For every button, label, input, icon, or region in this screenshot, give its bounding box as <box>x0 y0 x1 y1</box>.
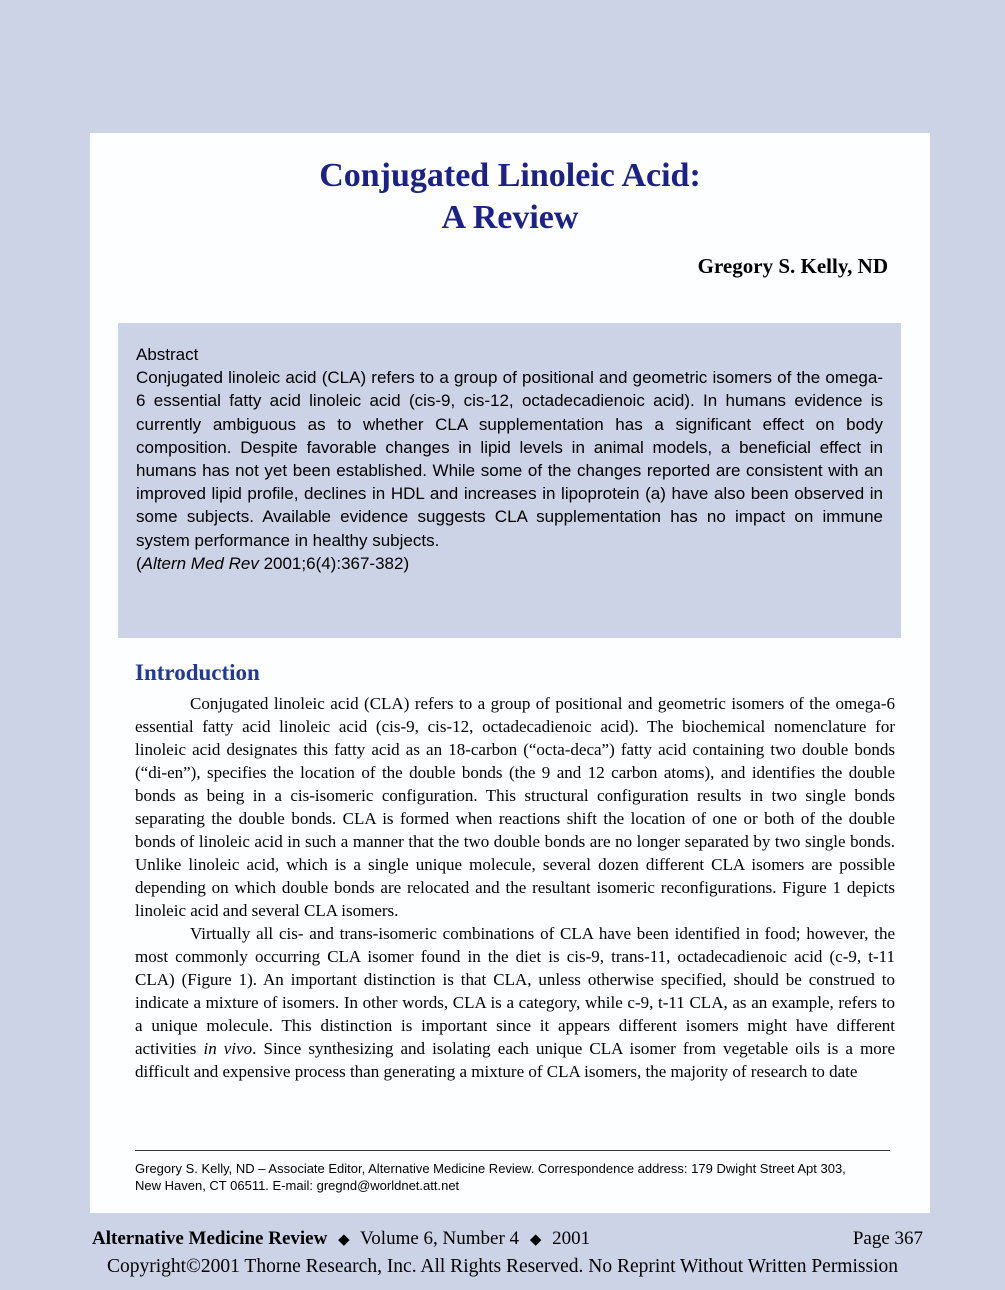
introduction-paragraph-2: Virtually all cis- and trans-isomeric combinations of CLA have been identified in food; however, the most commonly occurring CLA isomer found in the diet is cis-9, trans-11, octadecadienoic acid (c-9, t-11 CLA) (Figure 1). An important distinction is that CLA, unless otherwise specified, should be construed to indicate a mixture of isomers. In other words, CLA is a category, while c-9, t-11 CLA, as an example, refers to a unique molecule. This distinction is important since it appears different isomers might have different activities in vivo. Since synthesizing and isolating each unique CLA isomer from vegetable oils is a more difficult and expensive process than generating a mixture of CLA isomers, the majority of research to date <box>135 924 895 1081</box>
abstract-heading: Abstract <box>136 345 199 364</box>
introduction-paragraph-1: Conjugated linoleic acid (CLA) refers to a group of positional and geometric isomers of the omega-6 essential fatty acid linoleic acid (cis-9, cis-12, octadecadienoic acid). The biochemical nomenclature for linoleic acid designates this fatty acid as an 18-carbon (“octa-deca”) fatty acid containing two double bonds (“di-en”), specifies the location of the double bonds (the 9 and 12 carbon atoms), and identifies the double bonds as being in a cis-isomeric configuration. This structural configuration results in two single bonds separating the double bonds. CLA is formed when reactions shift the location of one or both of the double bonds of linoleic acid in such a manner that the two double bonds are no longer separated by two single bonds. Unlike linoleic acid, which is a single unique molecule, several dozen different CLA isomers are possible depending on which double bonds are relocated and the resultant isomeric reconfigurations. Figure 1 depicts linoleic acid and several CLA isomers. <box>135 694 895 920</box>
article-title-line-1: Conjugated Linoleic Acid: <box>319 157 701 194</box>
abstract-citation: (Altern Med Rev 2001;6(4):367-382) <box>136 553 410 573</box>
diamond-icon: ◆ <box>529 1232 542 1248</box>
abstract-body: Conjugated linoleic acid (CLA) refers to a group of positional and geometric isomers of the omega-6 essential fatty acid linoleic acid (cis-9, cis-12, octadecadienoic acid). In humans evidence is currently ambiguous as to whether CLA supplementation has a significant effect on body composition. Despite favorable changes in lipid levels in animal models, a beneficial effect in humans has not yet been established. While some of the changes reported are consistent with an improved lipid profile, declines in HDL and increases in lipoprotein (a) have also been observed in some subjects. Available evidence suggests CLA supplementation has no impact on immune system performance in healthy subjects. <box>136 368 883 550</box>
author-byline: Gregory S. Kelly, ND <box>697 254 888 278</box>
introduction-heading: Introduction <box>135 660 260 685</box>
article-title-line-2: A Review <box>441 199 579 236</box>
footnote-line-1: Gregory S. Kelly, ND – Associate Editor, Alternative Medicine Review. Correspondence address: 179 Dwight Street Apt 303, <box>135 1161 846 1176</box>
copyright-line: Copyright©2001 Thorne Research, Inc. All Rights Reserved. No Reprint Without Written Permission <box>107 1256 898 1277</box>
journal-footer-line <box>92 1227 923 1252</box>
introduction-section <box>135 660 895 1083</box>
journal-name: Alternative Medicine Review <box>92 1228 328 1249</box>
journal-year: 2001 <box>552 1228 591 1249</box>
footnote-line-2: New Haven, CT 06511. E-mail: gregnd@worldnet.att.net <box>135 1178 460 1193</box>
journal-issue-info <box>92 1227 590 1252</box>
abstract-box <box>118 323 901 638</box>
footnote <box>135 1150 890 1194</box>
article-page <box>90 133 930 1213</box>
journal-issue: Volume 6, Number 4 <box>360 1228 520 1249</box>
diamond-icon: ◆ <box>338 1232 350 1248</box>
page-number: Page 367 <box>852 1228 923 1249</box>
footnote-rule <box>135 1150 890 1151</box>
article-title <box>90 155 930 239</box>
